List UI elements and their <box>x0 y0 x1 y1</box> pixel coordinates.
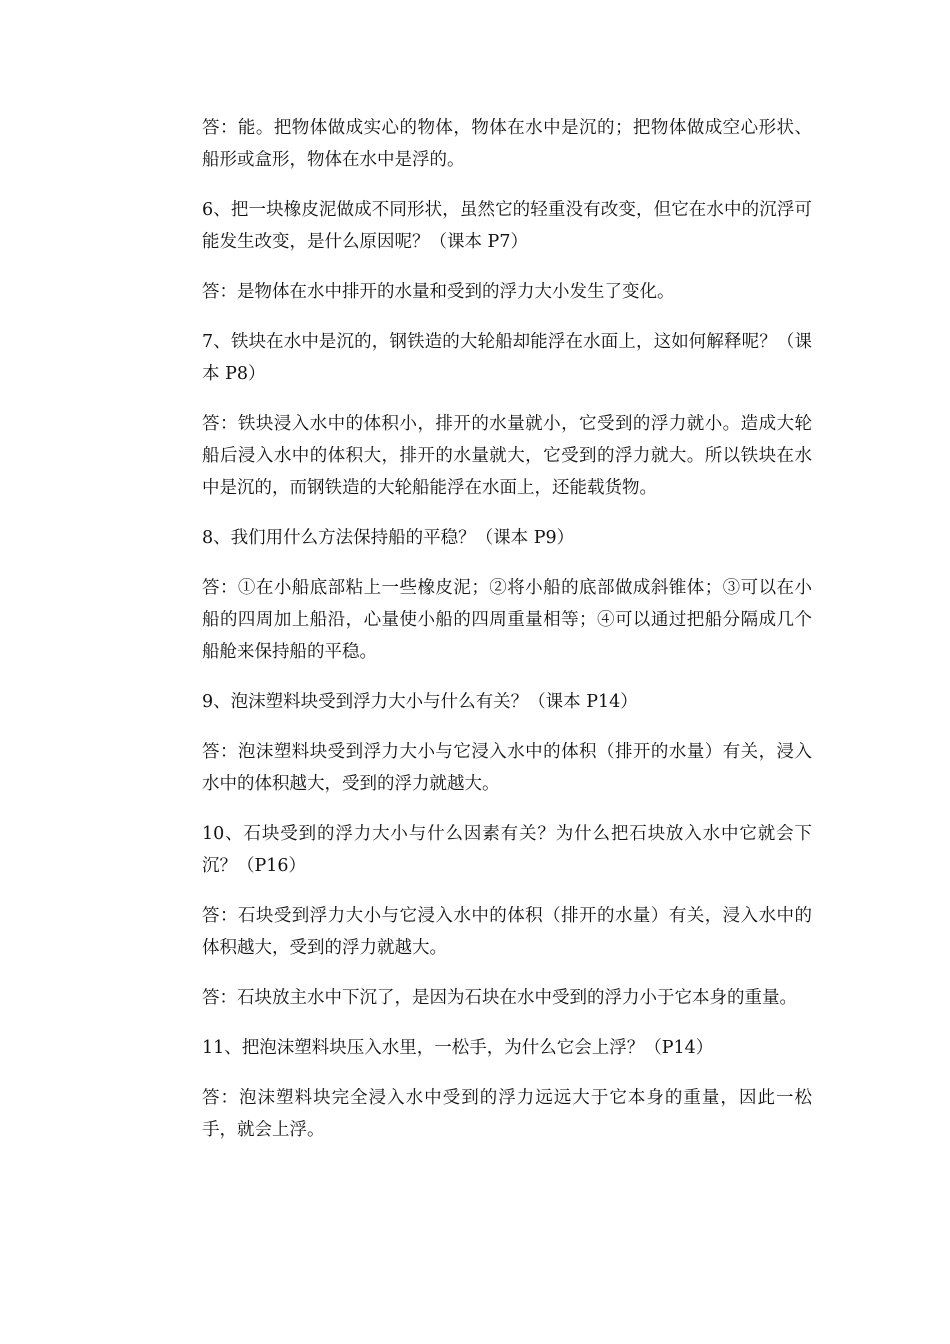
question-7: 7、铁块在水中是沉的，钢铁造的大轮船却能浮在水面上，这如何解释呢？（课本 P8） <box>202 332 812 384</box>
answer-5: 答：能。把物体做成实心的物体，物体在水中是沉的；把物体做成空心形状、船形或盒形，物体在水中是浮的。 <box>202 118 812 170</box>
document-body <box>202 112 812 1164</box>
question-8: 8、我们用什么方法保持船的平稳？（课本 P9） <box>202 528 575 548</box>
question-6: 6、把一块橡皮泥做成不同形状，虽然它的轻重没有改变，但它在水中的沉浮可能发生改变，是什么原因呢？（课本 P7） <box>202 200 812 252</box>
answer-11: 答：泡沫塑料块完全浸入水中受到的浮力远远大于它本身的重量，因此一松手，就会上浮。 <box>202 1088 812 1140</box>
answer-7: 答：铁块浸入水中的体积小，排开的水量就小，它受到的浮力就小。造成大轮船后浸入水中的体积大，排开的水量就大，它受到的浮力就大。所以铁块在水中是沉的，而钢铁造的大轮船能浮在水面上，还能载货物。 <box>202 414 812 498</box>
question-11: 11、把泡沫塑料块压入水里，一松手，为什么它会上浮？（P14） <box>202 1038 714 1058</box>
answer-10a: 答：石块受到浮力大小与它浸入水中的体积（排开的水量）有关，浸入水中的体积越大，受到的浮力就越大。 <box>202 906 812 958</box>
question-10: 10、石块受到的浮力大小与什么因素有关？为什么把石块放入水中它就会下沉？（P16） <box>202 824 812 876</box>
answer-10b: 答：石块放主水中下沉了，是因为石块在水中受到的浮力小于它本身的重量。 <box>202 988 797 1008</box>
answer-6: 答：是物体在水中排开的水量和受到的浮力大小发生了变化。 <box>202 282 675 302</box>
question-9: 9、泡沫塑料块受到浮力大小与什么有关？（课本 P14） <box>202 692 638 712</box>
answer-9: 答：泡沫塑料块受到浮力大小与它浸入水中的体积（排开的水量）有关，浸入水中的体积越大，受到的浮力就越大。 <box>202 742 812 794</box>
answer-8: 答：①在小船底部粘上一些橡皮泥；②将小船的底部做成斜锥体；③可以在小船的四周加上船沿，心量使小船的四周重量相等；④可以通过把船分隔成几个船舱来保持船的平稳。 <box>202 578 812 662</box>
